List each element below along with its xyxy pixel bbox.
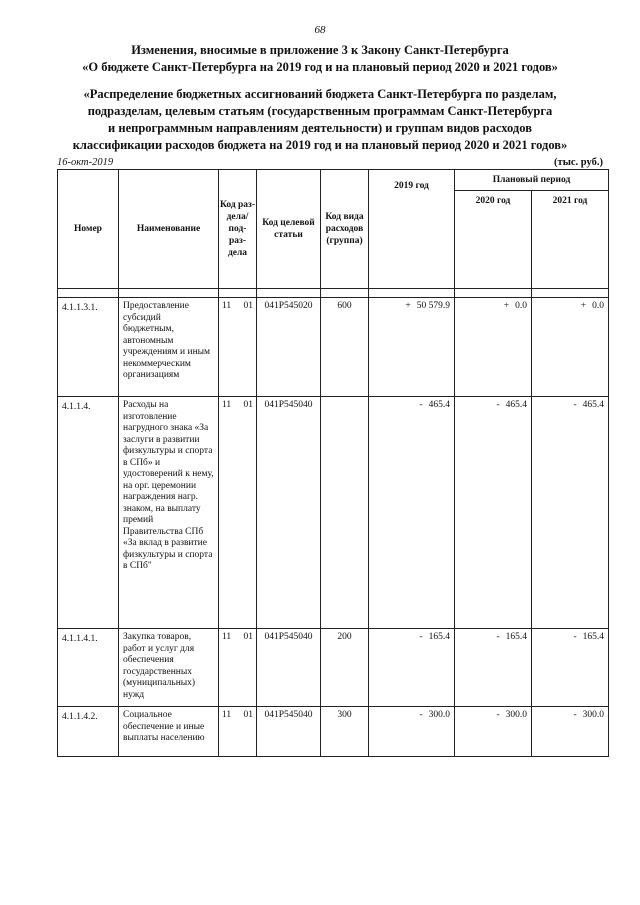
- section-code: 11: [222, 632, 232, 642]
- row-amount-2021: [532, 629, 609, 707]
- amount-value: 0.0: [592, 301, 604, 311]
- amount-sign: -: [419, 632, 423, 642]
- amount-sign: -: [419, 400, 423, 410]
- row-name: Закупка товаров, работ и услуг для обеспечения государственных (муниципальных) нужд: [119, 629, 219, 707]
- row-amount-2020: [455, 629, 532, 707]
- row-number: 4.1.1.4.: [58, 397, 119, 629]
- row-article: 041Р545020: [257, 298, 321, 397]
- title-line: классификации расходов бюджета на 2019 год и на плановый период 2020 и 2021 годов»: [72, 138, 568, 152]
- section-code: 11: [222, 400, 232, 410]
- title-line: подразделам, целевым статьям (государственным программам Санкт-Петербурга: [87, 104, 553, 118]
- amount-sign: -: [573, 710, 577, 720]
- header-2020: 2020 год: [455, 191, 532, 289]
- title-line: «О бюджете Санкт-Петербурга на 2019 год и на плановый период 2020 и 2021 годов»: [82, 60, 558, 74]
- row-group: 200: [321, 629, 369, 707]
- header-spacer-row: [58, 289, 609, 298]
- row-amount-2021: [532, 707, 609, 757]
- amount-value: 465.4: [428, 400, 450, 410]
- row-section: [219, 298, 257, 397]
- row-name: Предоставление субсидий бюджетным, автономным учреждениям и иным некоммерческим организациям: [119, 298, 219, 397]
- amount-value: 465.4: [582, 400, 604, 410]
- amount-value: 165.4: [582, 632, 604, 642]
- subsection-code: 01: [243, 400, 253, 410]
- header-group: Код вида расходов (группа): [321, 170, 369, 289]
- amount-sign: -: [496, 710, 500, 720]
- amount-value: 300.0: [428, 710, 450, 720]
- title-line: Изменения, вносимые в приложение 3 к Закону Санкт-Петербурга: [131, 43, 509, 57]
- amount-value: 50 579.9: [416, 301, 450, 311]
- header-number: Номер: [58, 170, 119, 289]
- row-article: 041Р545040: [257, 707, 321, 757]
- row-section: [219, 629, 257, 707]
- row-group: 300: [321, 707, 369, 757]
- row-article: 041Р545040: [257, 629, 321, 707]
- amount-sign: +: [503, 301, 510, 311]
- row-name: Социальное обеспечение и иные выплаты населению: [119, 707, 219, 757]
- row-number: 4.1.1.4.2.: [58, 707, 119, 757]
- amount-sign: +: [405, 301, 411, 311]
- section-code: 11: [222, 710, 232, 720]
- header-row: [58, 170, 609, 191]
- amount-value: 300.0: [505, 710, 527, 720]
- subsection-code: 01: [243, 632, 253, 642]
- row-amount-2019: [369, 629, 455, 707]
- amount-value: 465.4: [505, 400, 527, 410]
- row-group: 600: [321, 298, 369, 397]
- row-name: Расходы на изготовление нагрудного знака «За заслуги в развитии физкультуры и спорта в СПб» и удостоверений к нему, на орг. церемонии награждения нагр. знаком, на выплату премий Правительства СПб «За вклад в развитие физкультуры и спорта в СПб": [119, 397, 219, 629]
- amount-sign: -: [496, 632, 500, 642]
- amount-sign: +: [580, 301, 587, 311]
- amount-value: 300.0: [582, 710, 604, 720]
- header-2021: 2021 год: [532, 191, 609, 289]
- header-article: Код целевой статьи: [257, 170, 321, 289]
- document-title: [40, 42, 600, 76]
- amount-sign: -: [419, 710, 423, 720]
- table-row: [58, 397, 609, 629]
- row-amount-2019: [369, 707, 455, 757]
- title-line: «Распределение бюджетных ассигнований бюджета Санкт-Петербурга по разделам,: [83, 87, 557, 101]
- subsection-code: 01: [243, 301, 253, 311]
- budget-table: [57, 169, 609, 757]
- header-planned-period: Плановый период: [455, 170, 609, 191]
- amount-sign: -: [573, 632, 577, 642]
- header-section: Код раз- дела/ под- раз- дела: [219, 170, 257, 289]
- row-section: [219, 397, 257, 629]
- table-row: [58, 707, 609, 757]
- row-article: 041Р545040: [257, 397, 321, 629]
- subsection-code: 01: [243, 710, 253, 720]
- row-amount-2020: [455, 707, 532, 757]
- document-date: 16-окт-2019: [57, 157, 114, 168]
- page-number: 68: [314, 24, 326, 36]
- section-code: 11: [222, 301, 232, 311]
- appendix-title: [40, 86, 600, 154]
- table-row: [58, 629, 609, 707]
- row-amount-2019: [369, 298, 455, 397]
- row-amount-2020: [455, 298, 532, 397]
- row-section: [219, 707, 257, 757]
- amount-sign: -: [496, 400, 500, 410]
- amount-value: 165.4: [505, 632, 527, 642]
- row-amount-2021: [532, 298, 609, 397]
- amount-sign: -: [573, 400, 577, 410]
- row-number: 4.1.1.3.1.: [58, 298, 119, 397]
- amount-value: 165.4: [428, 632, 450, 642]
- row-amount-2019: [369, 397, 455, 629]
- row-number: 4.1.1.4.1.: [58, 629, 119, 707]
- row-amount-2021: [532, 397, 609, 629]
- row-group: [321, 397, 369, 629]
- header-2019: 2019 год: [369, 170, 455, 289]
- table-row: [58, 298, 609, 397]
- header-name: Наименование: [119, 170, 219, 289]
- title-line: и непрограммным направлениям деятельности) и группам видов расходов: [108, 121, 532, 135]
- units-label: (тыс. руб.): [554, 157, 603, 168]
- amount-value: 0.0: [515, 301, 527, 311]
- row-amount-2020: [455, 397, 532, 629]
